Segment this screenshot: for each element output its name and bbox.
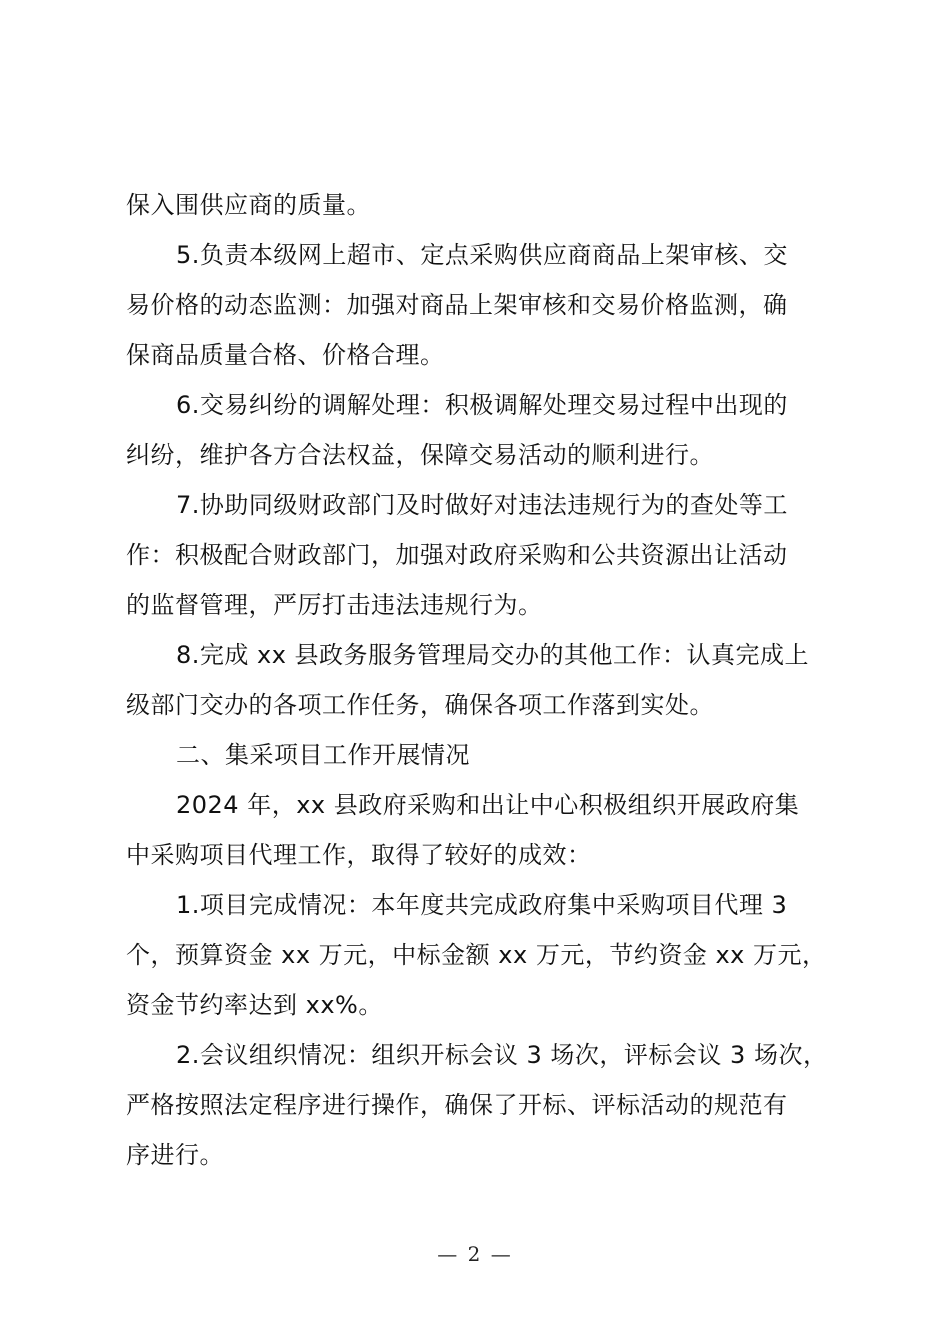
text-line-6: 纠纷，维护各方合法权益，保障交易活动的顺利进行。 (126, 441, 714, 469)
text-line-20: 序进行。 (126, 1141, 224, 1169)
text-line-10: 8.完成 xx 县政务服务管理局交办的其他工作：认真完成上 (176, 641, 810, 669)
text-line-5: 6.交易纠纷的调解处理：积极调解处理交易过程中出现的 (176, 391, 788, 419)
section-heading: 二、集采项目工作开展情况 (176, 741, 470, 769)
text-line-14: 中采购项目代理工作，取得了较好的成效： (126, 841, 592, 869)
text-line-8: 作：积极配合财政部门，加强对政府采购和公共资源出让活动 (126, 541, 788, 569)
text-line-4: 保商品质量合格、价格合理。 (126, 341, 445, 369)
text-line-15: 1.项目完成情况：本年度共完成政府集中采购项目代理 3 (176, 891, 788, 919)
text-line-2: 5.负责本级网上超市、定点采购供应商商品上架审核、交 (176, 241, 788, 269)
text-line-1: 保入围供应商的质量。 (126, 191, 371, 219)
page-number: — 2 — (437, 1242, 513, 1266)
text-line-19: 严格按照法定程序进行操作，确保了开标、评标活动的规范有 (126, 1091, 788, 1119)
text-line-7: 7.协助同级财政部门及时做好对违法违规行为的查处等工 (176, 491, 788, 519)
text-line-11: 级部门交办的各项工作任务，确保各项工作落到实处。 (126, 691, 714, 719)
text-line-3: 易价格的动态监测：加强对商品上架审核和交易价格监测，确 (126, 291, 788, 319)
text-line-18: 2.会议组织情况：组织开标会议 3 场次，评标会议 3 场次， (176, 1041, 828, 1069)
text-line-17: 资金节约率达到 xx%。 (126, 991, 383, 1019)
text-line-9: 的监督管理，严厉打击违法违规行为。 (126, 591, 543, 619)
text-line-16: 个，预算资金 xx 万元，中标金额 xx 万元，节约资金 xx 万元， (126, 941, 827, 969)
text-line-13: 2024 年，xx 县政府采购和出让中心积极组织开展政府集 (176, 791, 800, 819)
